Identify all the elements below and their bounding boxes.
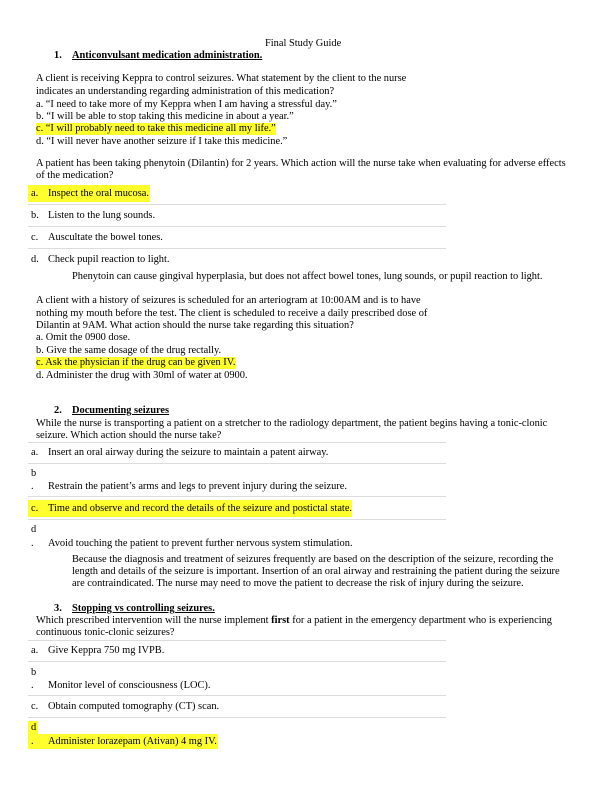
section-1-heading: Anticonvulsant medication administration. [72,50,263,61]
s2-option-a-letter: a. [31,447,39,458]
s3-stem-line-2: continuous tonic-clonic seizures? [36,627,175,638]
divider [28,661,446,662]
q3-stem-line-1: A client with a history of seizures is scheduled for an arteriogram at 10:00AM and is to have [36,295,421,306]
q2-option-a: Inspect the oral mucosa. [48,188,149,199]
divider [28,695,446,696]
s2-option-c: Time and observe and record the details of the seizure and postictal state. [48,503,353,514]
divider [28,204,446,205]
s3-option-d: Administer lorazepam (Ativan) 4 mg IV. [48,736,217,747]
q1-option-c-highlighted: c. “I will probably need to take this medicine all my life.” [36,123,276,134]
q2-option-d-letter: d. [31,254,39,265]
s2-option-d-dot: . [31,538,34,549]
section-3-heading: Stopping vs controlling seizures. [72,603,215,614]
q2-option-b: Listen to the lung sounds. [48,210,156,221]
s2-rationale-line-2: length and details of the seizure is important. Insertion of an oral airway and restraining the patient during the seizure [72,566,560,577]
s2-option-a: Insert an oral airway during the seizure to maintain a patent airway. [48,447,329,458]
divider [28,717,446,718]
divider [28,519,446,520]
s3-option-a: Give Keppra 750 mg IVPB. [48,645,165,656]
q2-option-a-letter: a. [31,188,39,199]
page-title: Final Study Guide [265,38,342,49]
divider [28,442,446,443]
section-2-number: 2. [54,405,62,416]
q2-option-d: Check pupil reaction to light. [48,254,170,265]
s2-option-b-dot: . [31,481,34,492]
s3-stem-line-1: Which prescribed intervention will the nurse implement first for a patient in the emergency department who is experiencing [36,615,553,626]
q3-stem-line-3: Dilantin at 9AM. What action should the nurse take regarding this situation? [36,320,354,331]
q2-option-c: Auscultate the bowel tones. [48,232,163,243]
s3-option-d-dot: . [31,736,34,747]
q1-option-b: b. “I will be able to stop taking this medicine in about a year.” [36,111,294,122]
q3-option-d: d. Administer the drug with 30ml of water at 0900. [36,370,248,381]
q1-stem-line-2: indicates an understanding regarding administration of this medication? [36,86,335,97]
q3-option-a: a. Omit the 0900 dose. [36,332,131,343]
s3-option-b: Monitor level of consciousness (LOC). [48,680,211,691]
q3-option-b: b. Give the same dosage of the drug rectally. [36,345,222,356]
q2-rationale: Phenytoin can cause gingival hyperplasia, but does not affect bowel tones, lung sounds, or pupil reaction to light. [72,271,543,282]
s3-option-c-letter: c. [31,701,39,712]
s2-stem-line-2: seizure. Which action should the nurse take? [36,430,222,441]
q3-stem-line-2: nothing my mouth before the test. The client is scheduled to receive a daily prescribed dose of [36,308,428,319]
q2-option-b-letter: b. [31,210,39,221]
s2-option-b: Restrain the patient’s arms and legs to prevent injury during the seizure. [48,481,347,492]
divider [28,248,446,249]
divider [28,640,446,641]
q2-option-c-letter: c. [31,232,39,243]
q1-option-d: d. “I will never have another seizure if I take this medicine.” [36,136,288,147]
q1-option-a: a. “I need to take more of my Keppra when I am having a stressful day.” [36,99,337,110]
q1-stem-line-1: A client is receiving Keppra to control seizures. What statement by the client to the nurse [36,73,407,84]
s2-rationale-line-3: are contraindicated. The nurse may need to move the patient to decrease the risk of injury during the seizure. [72,578,524,589]
divider [28,496,446,497]
s2-stem-line-1: While the nurse is transporting a patient on a stretcher to the radiology department, the patient begins having a tonic-clonic [36,418,548,429]
section-1-number: 1. [54,50,62,61]
s2-option-b-letter: b [31,468,37,479]
section-2-heading: Documenting seizures [72,405,170,416]
q3-option-c-highlighted: c. Ask the physician if the drug can be given IV. [36,357,236,368]
s3-option-d-letter: d [31,722,37,733]
s2-option-d-letter: d [31,524,37,535]
s3-option-b-letter: b [31,667,37,678]
s2-option-c-letter: c. [31,503,39,514]
s3-option-b-dot: . [31,680,34,691]
s2-option-d: Avoid touching the patient to prevent further nervous system stimulation. [48,538,353,549]
s3-stem-emphasis: first [271,615,290,626]
divider [28,463,446,464]
s3-option-c: Obtain computed tomography (CT) scan. [48,701,220,712]
q2-stem-line-2: of the medication? [36,170,114,181]
divider [28,226,446,227]
section-3-number: 3. [54,603,62,614]
q2-stem-line-1: A patient has been taking phenytoin (Dilantin) for 2 years. Which action will the nurse take when evaluating for adverse effects [36,158,566,169]
s2-rationale-line-1: Because the diagnosis and treatment of seizures frequently are based on the description of the seizure, recording the [72,554,554,565]
s3-option-a-letter: a. [31,645,39,656]
